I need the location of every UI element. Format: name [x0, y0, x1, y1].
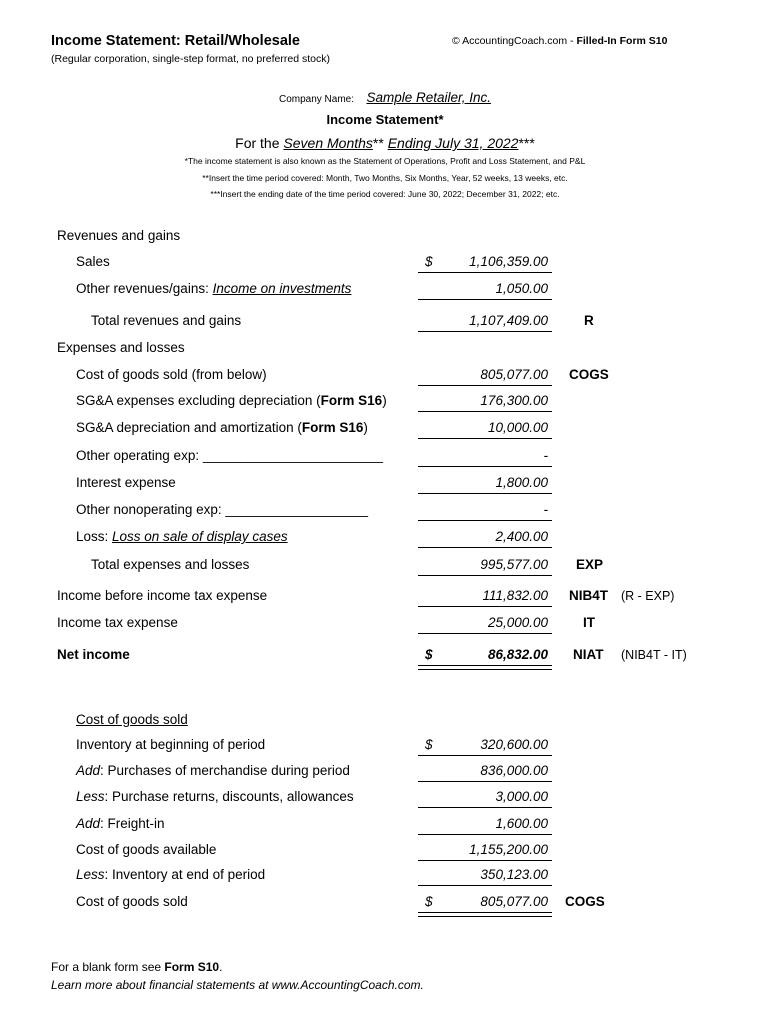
other-operating-label: Other operating exp: ________________________: [76, 448, 384, 463]
purchases-amount: 836,000.00: [480, 763, 548, 778]
begin-inventory-label: Inventory at beginning of period: [76, 737, 266, 752]
other-nonoperating-label: Other nonoperating exp: ___________________: [76, 502, 369, 517]
rule: [418, 885, 552, 886]
rule: [418, 606, 552, 607]
rule: [418, 493, 552, 494]
total-expenses-label: Total expenses and losses: [91, 557, 250, 572]
code-cogs: COGS: [569, 367, 609, 382]
footnote-3: ***Insert the ending date of the time period covered: June 30, 2022; December 31, 2022; etc.: [210, 189, 560, 199]
depreciation-label: [76, 420, 368, 435]
code-niat: NIAT: [573, 647, 604, 662]
loss-label: [76, 529, 288, 544]
interest-label: Interest expense: [76, 475, 176, 490]
rule: [418, 860, 552, 861]
code-it: IT: [583, 615, 595, 630]
code-cogs-schedule: COGS: [565, 894, 605, 909]
begin-inventory-amount: 320,600.00: [480, 737, 548, 752]
purchases-text: : Purchases of merchandise during period: [100, 763, 350, 778]
returns-text: : Purchase returns, discounts, allowances: [104, 789, 354, 804]
code-r: R: [584, 313, 594, 328]
page-subtitle: (Regular corporation, single-step format, no preferred stock): [51, 53, 330, 65]
depreciation-amount: 10,000.00: [487, 420, 548, 435]
sales-label: Sales: [76, 254, 110, 269]
sga-text-a: SG&A expenses excluding depreciation (: [76, 393, 321, 408]
rule: [418, 547, 552, 548]
dep-form: Form S16: [301, 420, 364, 435]
period-ending: Ending July 31, 2022: [387, 135, 519, 151]
freight-label: [76, 816, 165, 831]
loss-text: Loss:: [76, 529, 113, 544]
rule: [418, 755, 552, 756]
purchases-label: [76, 763, 350, 778]
code-nib4t: NIB4T: [569, 588, 609, 603]
company-name: Sample Retailer, Inc.: [366, 90, 492, 105]
tax-label: Income tax expense: [57, 615, 178, 630]
net-income-amount: 86,832.00: [487, 647, 548, 662]
rule: [418, 411, 552, 412]
sales-amount: 1,106,359.00: [469, 254, 548, 269]
rule: [418, 272, 552, 273]
cogs-total-label: Cost of goods sold: [76, 894, 188, 909]
rule: [418, 520, 552, 521]
footnote-2: **Insert the time period covered: Month, Two Months, Six Months, Year, 52 weeks, 13 weeks, etc.: [202, 173, 568, 183]
period-months: Seven Months: [283, 135, 373, 151]
learn-more-note: Learn more about financial statements at www.AccountingCoach.com.: [51, 978, 424, 992]
blank-form-suffix: .: [219, 960, 223, 974]
other-operating-amount: -: [543, 448, 548, 463]
total-expenses-amount: 995,577.00: [480, 557, 548, 572]
cogs-schedule-heading: Cost of goods sold: [76, 712, 188, 727]
end-inventory-prefix: Less: [76, 867, 105, 882]
rule: [418, 299, 552, 300]
other-revenues-desc: Income on investments: [212, 281, 352, 296]
interest-amount: 1,800.00: [495, 475, 548, 490]
period-suffix: ***: [518, 135, 535, 151]
total-revenues-amount: 1,107,409.00: [469, 313, 548, 328]
cogs-amount: 805,077.00: [480, 367, 548, 382]
loss-desc: Loss on sale of display cases: [112, 529, 288, 544]
sga-text-b: ): [382, 393, 387, 408]
form-label: Filled-In Form S10: [576, 35, 668, 47]
sga-amount: 176,300.00: [480, 393, 548, 408]
rule: [418, 834, 552, 835]
end-inventory-amount: 350,123.00: [480, 867, 548, 882]
nibt-label: Income before income tax expense: [57, 588, 268, 603]
freight-prefix: Add: [76, 816, 101, 831]
sga-label: [76, 393, 387, 408]
rule: [418, 466, 552, 467]
rule: [418, 807, 552, 808]
freight-text: : Freight-in: [100, 816, 165, 831]
nibt-formula: (R - EXP): [621, 589, 675, 603]
loss-amount: 2,400.00: [495, 529, 548, 544]
copyright-text: © AccountingCoach.com -: [452, 35, 577, 47]
company-row: [0, 89, 770, 107]
double-rule: [418, 912, 552, 917]
cogs-total-amount: 805,077.00: [480, 894, 548, 909]
page-title: Income Statement: Retail/Wholesale: [51, 33, 300, 49]
purchases-prefix: Add: [76, 763, 101, 778]
period-mid: **: [372, 135, 388, 151]
freight-amount: 1,600.00: [495, 816, 548, 831]
rule: [418, 575, 552, 576]
returns-amount: 3,000.00: [495, 789, 548, 804]
returns-label: [76, 789, 354, 804]
other-revenues-label: [76, 281, 351, 296]
other-revenues-text: Other revenues/gains:: [76, 281, 213, 296]
other-revenues-amount: 1,050.00: [495, 281, 548, 296]
goods-available-amount: 1,155,200.00: [469, 842, 548, 857]
double-rule: [418, 665, 552, 670]
rule: [418, 633, 552, 634]
expenses-heading: Expenses and losses: [57, 340, 185, 355]
blank-form-prefix: For a blank form see: [51, 960, 165, 974]
period-prefix: For the: [235, 135, 280, 151]
goods-available-label: Cost of goods available: [76, 842, 217, 857]
blank-form-link[interactable]: Form S10: [164, 960, 220, 974]
statement-title: Income Statement*: [326, 112, 444, 127]
statement-period: [0, 135, 770, 151]
footnote-1: *The income statement is also known as the Statement of Operations, Profit and Loss Statement, and P&L: [184, 156, 586, 166]
niat-formula: (NIB4T - IT): [621, 648, 687, 662]
revenues-heading: Revenues and gains: [57, 228, 181, 243]
rule: [418, 781, 552, 782]
dep-text-b: ): [363, 420, 368, 435]
sales-dollar-sign: $: [425, 254, 433, 269]
cogs-label: Cost of goods sold (from below): [76, 367, 267, 382]
total-revenues-label: Total revenues and gains: [91, 313, 242, 328]
rule: [418, 331, 552, 332]
dep-text-a: SG&A depreciation and amortization (: [76, 420, 302, 435]
blank-form-note: [51, 960, 222, 974]
other-nonoperating-amount: -: [543, 502, 548, 517]
end-inventory-label: [76, 867, 265, 882]
net-income-label: Net income: [57, 647, 130, 662]
tax-amount: 25,000.00: [487, 615, 548, 630]
cogs-total-dollar-sign: $: [425, 894, 433, 909]
rule: [418, 438, 552, 439]
company-label: Company Name:: [278, 94, 354, 105]
nibt-amount: 111,832.00: [482, 588, 548, 603]
copyright-notice: [452, 35, 667, 47]
sga-form: Form S16: [320, 393, 383, 408]
returns-prefix: Less: [76, 789, 105, 804]
net-income-dollar-sign: $: [425, 647, 433, 662]
begin-inventory-dollar-sign: $: [425, 737, 433, 752]
rule: [418, 385, 552, 386]
end-inventory-text: : Inventory at end of period: [104, 867, 266, 882]
code-exp: EXP: [576, 557, 604, 572]
